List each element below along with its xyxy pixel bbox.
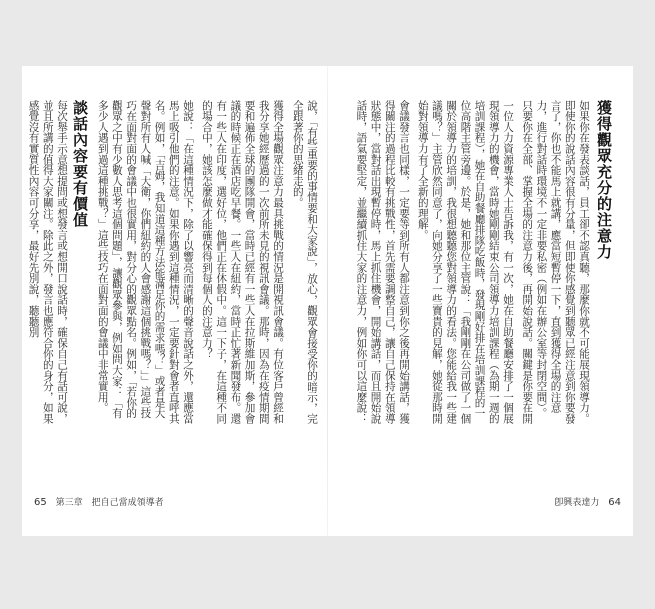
right-page — [328, 66, 633, 536]
left-paragraph-4: 每次舉手示意想提問或想發言或想開口說話時，確保自己有話可說，並且所講的值得大家關注。除此之外，發言也應符合你的身分，如果感覺沒有實質性內容可分享，最好先別說，聽聽別 — [27, 100, 68, 424]
right-paragraph-3: 會議發言也同樣，一定要等到所有人都注意到你之後再開始講話，獲得關注的過程比較有挑戰性，首先需要調整自己，讓自己保持在領導狀態中，當對話出現暫停時，馬上抓住機會，開始講話，而且開始說話時，語氣要堅定，並繼續抓住大家的注意力，例如你可以這麼說： — [355, 100, 410, 424]
left-paragraph-2: 獲得全場觀眾注意力最具挑戰的情況是開視訊會議。有位客戶曾經和我分享她經歷過的一次前所未見的視訊會議。那時，因為在疫情期間要和遍佈全球的團隊開會，當時已經有一些人在拉斯維加斯，參加會議的時候正在酒店吃早餐。一些人在紐約，當時正忙著新聞發布。還有一些人在印度，選好位，他們正在休假中。這一下子，在這種不同的場合中，她該怎麼做才能確保得到每個人的注意力？ — [200, 100, 284, 424]
left-folio — [34, 495, 164, 508]
section-heading-attention: 獲得觀眾充分的注意力 — [595, 100, 613, 260]
book-spread — [22, 66, 633, 536]
left-paragraph-3: 她說：「在這種情況下，除了以響亮而清晰的聲音說話之外，還應當馬上吸引他們的注意。如果你遇到這種情況，一定要針對會者直呼其名。例如，「吉姆，我知道這種方法能滿足你的需求嗎？」或者是大聲對所有人喊「大衛，你們紐約的人會感謝這個挑戰嗎？」」這些技巧在面對面的會議中也很實用，對分心的觀眾點名。例如，「若你的觀眾之中有少數人思考這個問題」，讓觀眾參與，例如問大家：「有多少人遇到過這種挑戰？」這些技巧在面對面的會議中非常實用。 — [96, 100, 194, 424]
left-paragraph-1: 說，「有些重要的事情要和大家說」，放心，觀眾會接受你的暗示，完全跟著你的思緒走的。 — [291, 100, 318, 425]
right-paragraph-2: 一位人力資源專業人士告訴我，有一次，她在自助餐廳安排了一個展現領導力的機會，當時她剛剛結束公司領導力培訓課程（為期一週的培訓課程），她在自助餐廳排隊吃飯時，發現剛好排在培訓課程的一位高階主管旁邊。於是，她和那位主管說：「我剛剛在公司做了一個關於領導力的培訓，我很想聽聽您對領導力的看法。您能給我一些建議嗎？」主管欣然同意了，向她分享了一些寶貴的見解，她從那時開始對領導力有了全新的理解。 — [416, 100, 514, 424]
right-folio — [554, 495, 621, 508]
right-paragraph-1: 如果你在發表談話，員工卻不認真聽，那麼你就不可能展現領導力。即使你的說話內容很有分量，但即使你感覺到聽眾已經注意到你要發言了，你也不能馬上就講，應當短暫停一下，直到獲得全場的注意力，進行對話時環境不一定非要私密（例如在辦公室等封閉空間）。只要你在全部、掌握全場的注意力後，再開始說話。關鍵是你要在開 — [521, 100, 590, 424]
section-heading-value: 談話內容要有價值 — [71, 100, 89, 228]
right-page-number: 64 — [608, 497, 621, 508]
left-page — [22, 66, 327, 536]
left-page-number: 65 — [34, 497, 47, 508]
right-running-head: 卽興表達力 — [554, 498, 600, 508]
left-running-head: 第三章 把自己當成領導者 — [55, 498, 164, 508]
